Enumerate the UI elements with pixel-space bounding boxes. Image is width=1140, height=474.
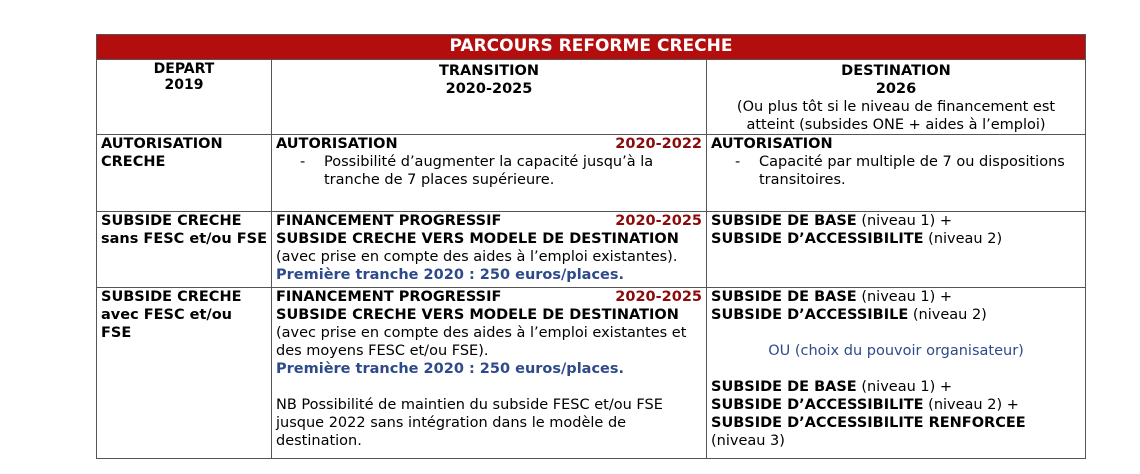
row1-trans-year: 2020-2022	[615, 136, 702, 152]
row1-depart: AUTORISATION CRECHE	[97, 135, 272, 212]
row3-trans-nb: NB Possibilité de maintien du subside FESC et/ou FSE jusque 2022 sans intégration dans le modèle de destination.	[276, 397, 663, 449]
header-depart-label: DEPART	[153, 61, 215, 77]
row2-dest-l2-bold: SUBSIDE D’ACCESSIBILITE	[711, 231, 924, 247]
row1-dest-bullet: Capacité par multiple de 7 ou dispositions transitoires.	[759, 154, 1065, 188]
row1-trans-bullet: Possibilité d’augmenter la capacité jusqu’à la tranche de 7 places supérieure.	[324, 154, 654, 188]
row3-trans-blue: Première tranche 2020 : 250 euros/places.	[276, 361, 625, 377]
table-title: PARCOURS REFORME CRECHE	[97, 35, 1086, 60]
row3-dest-a2-bold: SUBSIDE D’ACCESSIBILE	[711, 307, 909, 323]
row3-trans-title1: FINANCEMENT PROGRESSIF	[276, 289, 502, 305]
header-depart-year: 2019	[164, 77, 204, 93]
row2-trans-title2: SUBSIDE CRECHE VERS MODELE DE DESTINATION	[276, 231, 679, 247]
table-row	[97, 288, 1086, 459]
row2-dest-l1-bold: SUBSIDE DE BASE	[711, 213, 857, 229]
row1-transition: 2020-2022 AUTORISATION - Possibilité d’augmenter la capacité jusqu’à la tranche de 7 places supérieure.	[272, 135, 707, 212]
row2-dest-l1: (niveau 1) +	[856, 213, 953, 229]
row3-trans-text: (avec prise en compte des aides à l’emploi existantes et des moyens FESC et/ou FSE).	[276, 325, 687, 359]
row3-dest-b1: (niveau 1) +	[856, 379, 953, 395]
row3-dest-a1: (niveau 1) +	[856, 289, 953, 305]
row3-destination	[707, 288, 1086, 459]
row2-trans-title1: FINANCEMENT PROGRESSIF	[276, 213, 502, 229]
row3-dest-a2: (niveau 2)	[908, 307, 987, 323]
row1-dest-title: AUTORISATION	[711, 136, 833, 152]
table-row	[97, 135, 1086, 212]
row2-dest-l2: (niveau 2)	[923, 231, 1003, 247]
header-transition	[272, 60, 707, 135]
row2-depart: SUBSIDE CRECHE sans FESC et/ou FSE	[97, 212, 272, 288]
row3-dest-ou: OU (choix du pouvoir organisateur)	[768, 343, 1024, 359]
row2-trans-blue: Première tranche 2020 : 250 euros/places.	[276, 267, 625, 283]
header-destination-note: (Ou plus tôt si le niveau de financement est atteint (subsides ONE + aides à l’emploi)	[736, 99, 1056, 133]
row3-dest-b3: (niveau 3)	[711, 433, 785, 449]
row3-dest-b1-bold: SUBSIDE DE BASE	[711, 379, 857, 395]
row3-transition	[272, 288, 707, 459]
row2-trans-year: 2020-2025	[615, 213, 702, 229]
row3-dest-b3-bold: SUBSIDE D’ACCESSIBILITE RENFORCEE	[711, 415, 1026, 431]
row1-trans-title: AUTORISATION	[276, 136, 398, 152]
header-depart	[97, 60, 272, 135]
row3-depart: SUBSIDE CRECHE avec FESC et/ou FSE	[97, 288, 272, 459]
row3-trans-year: 2020-2025	[615, 289, 702, 305]
row2-destination	[707, 212, 1086, 288]
row2-trans-text: (avec prise en compte des aides à l’emploi existantes).	[276, 249, 678, 265]
header-transition-label: TRANSITION	[439, 63, 539, 79]
reform-table	[96, 34, 1086, 459]
row3-dest-a1-bold: SUBSIDE DE BASE	[711, 289, 857, 305]
header-destination-year: 2026	[875, 81, 917, 97]
header-transition-years: 2020-2025	[445, 81, 533, 97]
table-row	[97, 212, 1086, 288]
header-destination	[707, 60, 1086, 135]
header-destination-label: DESTINATION	[841, 63, 951, 79]
row3-dest-b2: (niveau 2) +	[923, 397, 1019, 413]
row3-dest-b2-bold: SUBSIDE D’ACCESSIBILITE	[711, 397, 924, 413]
row2-transition	[272, 212, 707, 288]
row3-trans-title2: SUBSIDE CRECHE VERS MODELE DE DESTINATION	[276, 307, 679, 323]
row1-destination: AUTORISATION - Capacité par multiple de 7 ou dispositions transitoires.	[707, 135, 1086, 212]
